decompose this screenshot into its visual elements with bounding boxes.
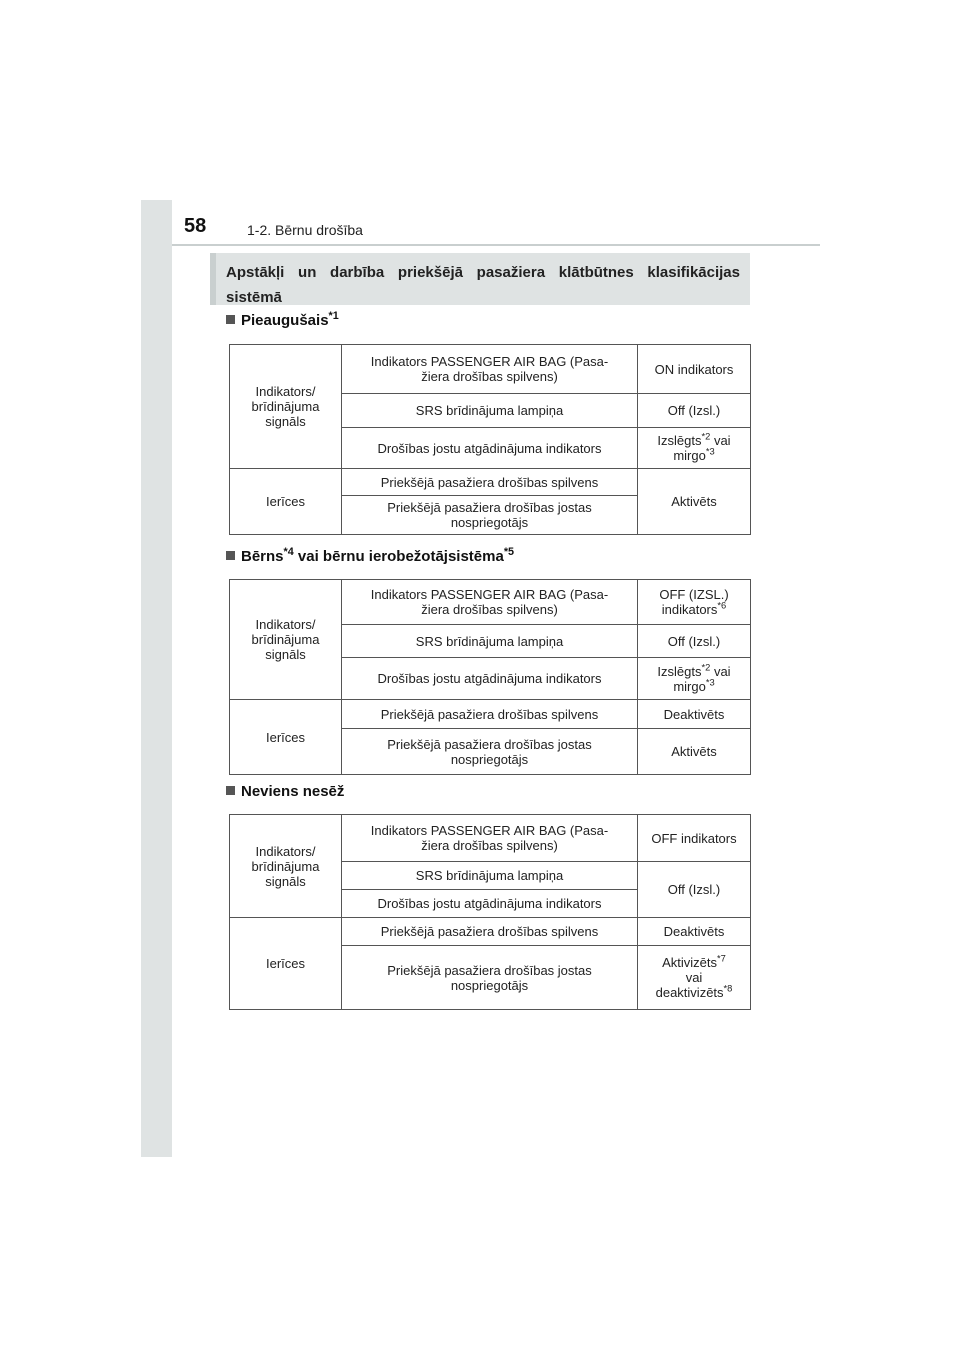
value-cell: Deaktivēts	[638, 918, 751, 946]
footnote-mark: *2	[701, 431, 711, 442]
value-cell: Off (Izsl.)	[638, 625, 751, 658]
bullet-square-icon	[226, 315, 235, 324]
footnote-mark: *3	[705, 677, 715, 688]
value-cell	[638, 428, 751, 469]
item-cell: Indikators PASSENGER AIR BAG (Pasa- žiera drošības spilvens)	[342, 580, 638, 625]
heading-text: Neviens nesēž	[241, 783, 345, 800]
value-text: Izslēgts	[657, 663, 702, 679]
value-cell: Deaktivēts	[638, 700, 751, 729]
group-label-indicators: Indikators/ brīdinājuma signāls	[230, 580, 342, 700]
table-row	[230, 815, 751, 862]
value-text: vai mirgo	[673, 433, 731, 463]
table-row	[230, 700, 751, 729]
item-cell: Indikators PASSENGER AIR BAG (Pasa- žiera drošības spilvens)	[342, 345, 638, 394]
value-cell: Off (Izsl.)	[638, 394, 751, 428]
item-cell: Indikators PASSENGER AIR BAG (Pasa- žiera drošības spilvens)	[342, 815, 638, 862]
page-heading: Apstākļi un darbība priekšējā pasažiera klātbūtnes klasifikācijas sistēmā	[210, 253, 750, 305]
item-cell: Priekšējā pasažiera drošības spilvens	[342, 469, 638, 496]
footnote-mark: *3	[705, 446, 715, 457]
item-cell: Priekšējā pasažiera drošības spilvens	[342, 700, 638, 729]
heading-text: Bērns	[241, 548, 284, 565]
section-heading-child	[226, 548, 514, 565]
section-heading-empty-seat	[226, 783, 344, 800]
item-cell: Priekšējā pasažiera drošības spilvens	[342, 918, 638, 946]
item-cell: SRS brīdinājuma lampiņa	[342, 625, 638, 658]
bullet-square-icon	[226, 786, 235, 795]
bullet-square-icon	[226, 551, 235, 560]
value-text: vai mirgo	[673, 663, 731, 694]
header-divider	[172, 244, 820, 246]
value-cell: Aktivēts	[638, 729, 751, 775]
value-text: vai deaktivizēts	[655, 970, 724, 1000]
table-row	[230, 918, 751, 946]
status-table-child	[229, 579, 751, 775]
item-cell: SRS brīdinājuma lampiņa	[342, 862, 638, 890]
item-cell: SRS brīdinājuma lampiņa	[342, 394, 638, 428]
item-cell: Drošības jostu atgādinājuma indikators	[342, 658, 638, 700]
value-cell	[638, 580, 751, 625]
footnote-mark: *2	[701, 662, 711, 673]
section-title: 1-2. Bērnu drošība	[247, 222, 363, 238]
table-row	[230, 345, 751, 394]
value-cell	[638, 658, 751, 700]
group-label-devices: Ierīces	[230, 700, 342, 775]
status-table-empty-seat	[229, 814, 751, 1010]
section-heading-adult	[226, 312, 339, 329]
value-cell: Off (Izsl.)	[638, 862, 751, 918]
value-text: Aktivizēts	[662, 955, 718, 970]
footnote-mark: *5	[503, 546, 515, 558]
value-cell: OFF indikators	[638, 815, 751, 862]
footnote-mark: *4	[283, 546, 294, 558]
value-text: OFF (IZSL.) indikators	[659, 587, 729, 617]
group-label-devices: Ierīces	[230, 469, 342, 535]
item-cell: Priekšējā pasažiera drošības jostas nospriegotājs	[342, 946, 638, 1010]
item-cell: Drošības jostu atgādinājuma indikators	[342, 428, 638, 469]
group-label-devices: Ierīces	[230, 918, 342, 1010]
status-table-adult	[229, 344, 751, 535]
footnote-mark: *8	[723, 983, 733, 994]
footnote-mark: *7	[717, 953, 726, 964]
item-cell: Drošības jostu atgādinājuma indikators	[342, 890, 638, 918]
table-row	[230, 580, 751, 625]
value-cell	[638, 946, 751, 1010]
group-label-indicators: Indikators/ brīdinājuma signāls	[230, 345, 342, 469]
value-cell: ON indikators	[638, 345, 751, 394]
heading-text: vai bērnu ierobežotājsistēma	[293, 548, 504, 565]
item-cell: Priekšējā pasažiera drošības jostas nospriegotājs	[342, 496, 638, 535]
page-sidebar-strip	[141, 200, 172, 1157]
value-cell: Aktivēts	[638, 469, 751, 535]
footnote-mark: *1	[328, 310, 339, 322]
group-label-indicators: Indikators/ brīdinājuma signāls	[230, 815, 342, 918]
page-number: 58	[184, 215, 207, 237]
item-cell: Priekšējā pasažiera drošības jostas nospriegotājs	[342, 729, 638, 775]
footnote-mark: *6	[717, 600, 727, 611]
heading-text: Pieaugušais	[241, 312, 329, 329]
value-text: Izslēgts	[657, 433, 702, 448]
table-row	[230, 469, 751, 496]
